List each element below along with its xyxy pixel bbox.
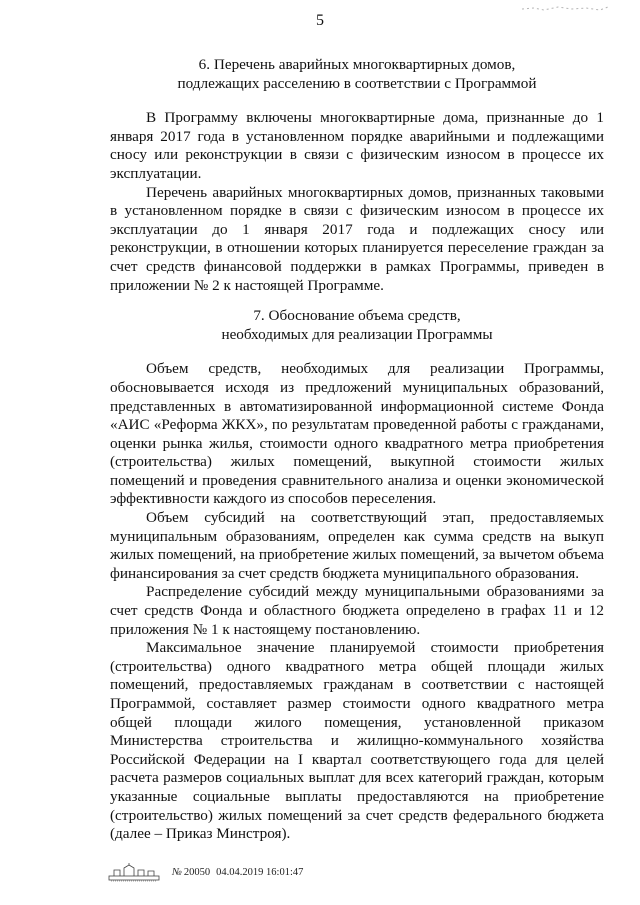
doc-datetime: 04.04.2019 16:01:47: [216, 866, 304, 878]
doc-number: 20050: [183, 866, 211, 878]
section-7-paragraph: Объем средств, необходимых для реализации Программы, обосновывается исходя из предложений муниципальных образований, представленных в автоматизированной информационной системе Фонда «АИС «Реформа ЖКХ», по результатам проведенной работы с гражданами, оценки рынка жилья, стоимости одного квадратного метра приобретения (строительства) жилых помещений, выкупной стоимости жилых помещений и проведения сравнительного анализа и оценки экономической эффективности каждого из способов переселения.: [110, 360, 604, 508]
section-6-heading: [110, 56, 604, 93]
section-7-heading: [110, 307, 604, 344]
section-7-heading-line-2: необходимых для реализации Программы: [221, 325, 493, 343]
section-6-heading-line-1: 6. Перечень аварийных многоквартирных домов,: [198, 56, 516, 73]
doc-number-prefix: №: [172, 866, 182, 878]
section-7-paragraph: Распределение субсидий между муниципальными образованиями за счет средств Фонда и областного бюджета определено в графах 11 и 12 приложения № 1 к настоящему постановлению.: [110, 583, 604, 638]
document-body: [110, 56, 604, 844]
section-7-paragraph: Объем субсидий на соответствующий этап, предоставляемых муниципальным образованиям, определен как сумма средств на выкуп жилых помещений, на приобретение жилых помещений, за вычетом объема финансирования за счет средств бюджета муниципального образования.: [110, 509, 604, 582]
document-footer: [108, 862, 303, 882]
section-6-heading-line-2: подлежащих расселению в соответствии с Программой: [177, 74, 537, 92]
section-7-heading-line-1: 7. Обоснование объема средств,: [253, 307, 461, 325]
scan-artifact-mark: [520, 4, 610, 12]
building-seal-icon: [108, 862, 160, 882]
section-7-paragraph: Максимальное значение планируемой стоимости приобретения (строительства) одного квадратного метра общей площади жилых помещений, предоставляемых гражданам в соответствии с настоящей Программой, составляет размер стоимости одного квадратного метра общей площади жилого помещения, установленной приказом Министерства строительства и жилищно-коммунального хозяйства Российской Федерации на I квартал соответствующего года для целей расчета размеров социальных выплат для всех категорий граждан, которым указанные социальные выплаты предоставляются на приобретение (строительство) жилых помещений за счет средств федерального бюджета (далее – Приказ Минстроя).: [110, 639, 604, 843]
section-6-paragraph: В Программу включены многоквартирные дома, признанные до 1 января 2017 года в установленном порядке аварийными и подлежащими сносу или реконструкции в связи с физическим износом в процессе их эксплуатации.: [110, 109, 604, 182]
section-6-paragraph: Перечень аварийных многоквартирных домов, признанных таковыми в установленном порядке в связи с физическим износом в процессе их эксплуатации до 1 января 2017 года и подлежащих сносу или реконструкции, в отношении которых планируется переселение граждан за счет средств финансовой поддержки в рамках Программы, приведен в приложении № 2 к настоящей Программе.: [110, 183, 604, 294]
page-number: 5: [316, 12, 324, 29]
